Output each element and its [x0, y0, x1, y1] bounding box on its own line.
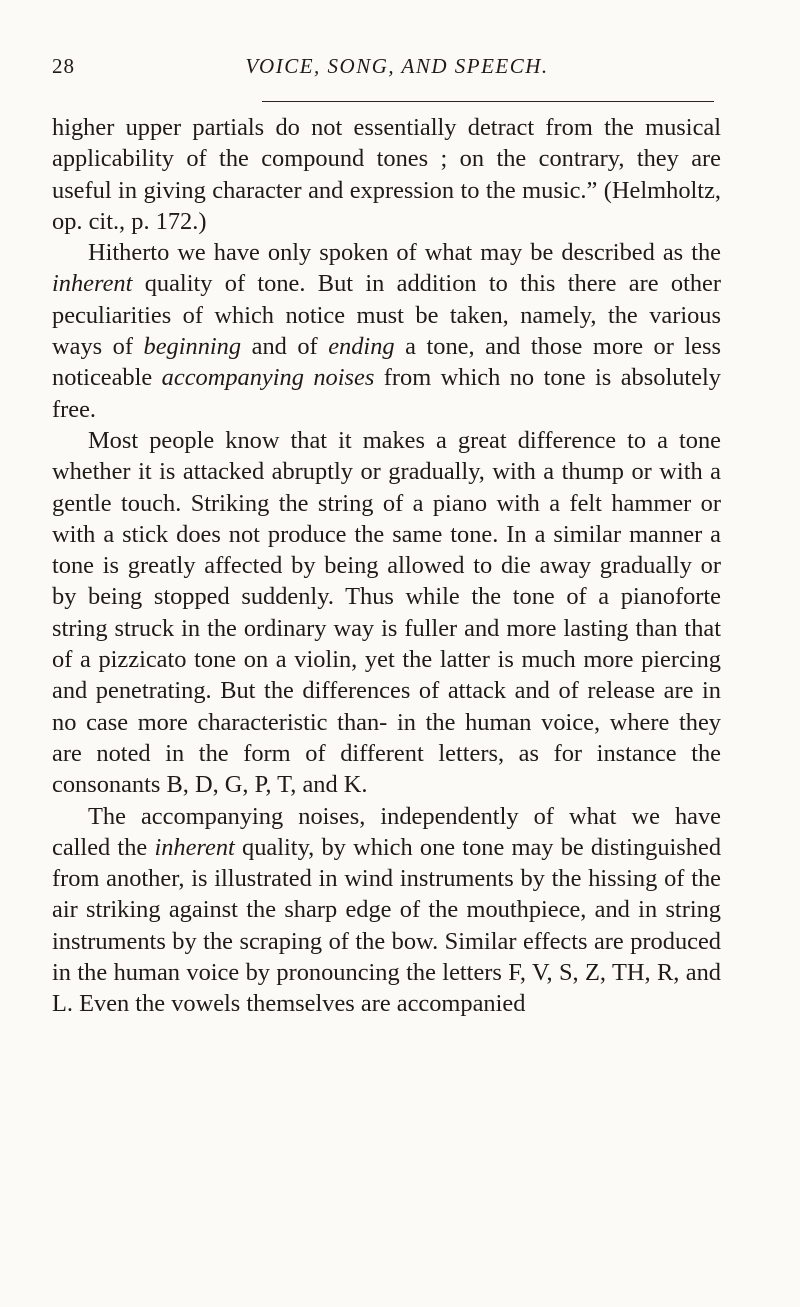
page-number: 28 — [52, 54, 75, 78]
paragraph — [52, 425, 721, 801]
header-rule — [262, 101, 714, 102]
running-title: VOICE, SONG, AND SPEECH. — [245, 54, 549, 78]
italic-phrase: accompanying noises — [161, 364, 375, 392]
text-run: from which no tone is absolutely free. — [52, 364, 721, 423]
text-run: quality of tone. But in addition to this there are other peculiarities of which notice must be taken, namely, the various ways of — [52, 270, 721, 361]
text-run: and of — [241, 333, 329, 361]
text-run: a tone, and those more or less noticeable — [52, 333, 721, 392]
text-run: Most people know that it makes a great difference to a tone whether it is attacked abruptly or gradually, with a thump or with a gentle touch. Striking the string of a piano with a felt hammer or with a stick does not produce the same tone. In a similar manner a tone is greatly affected by being allowed to die away gradually or by being stopped suddenly. Thus while the tone of a pianoforte string struck in the ordinary way is fuller and more lasting than that of a pizzicato tone on a violin, yet the latter is much more piercing and penetrating. But the differences of attack and of release are in no case more characteristic than- in the human voice, where they are noted in the form of different letters, as for instance the consonants B, D, G, P, T, and K. — [52, 426, 721, 799]
paragraph — [52, 237, 721, 425]
text-run: Hitherto we have only spoken of what may be described as the — [88, 239, 721, 267]
text-run: quality, by which one tone may be distinguished from another, is illustrated in wind instruments by the hissing of the air striking against the sharp edge of the mouthpiece, and in string instruments by the scraping of the bow. Similar effects are produced in the human voice by pronouncing the letters F, V, S, Z, TH, R, and L. Even the vowels themselves are accompanied — [52, 833, 722, 1018]
paragraph — [52, 801, 721, 1020]
text-run: The accompanying noises, independently of what we have called the — [52, 802, 721, 861]
page-header — [52, 54, 742, 88]
text-run: higher upper partials do not essentially detract from the musical applicability of the compound tones ; on the contrary, they are useful in giving character and expression to the music.” (Helmholtz, op. cit., p. 172.) — [52, 114, 721, 235]
paragraph — [52, 112, 721, 237]
italic-phrase: inherent — [154, 833, 235, 861]
italic-phrase: ending — [328, 333, 395, 361]
body-text — [52, 112, 721, 1020]
italic-phrase: beginning — [143, 333, 242, 361]
italic-phrase: inherent — [52, 270, 133, 298]
